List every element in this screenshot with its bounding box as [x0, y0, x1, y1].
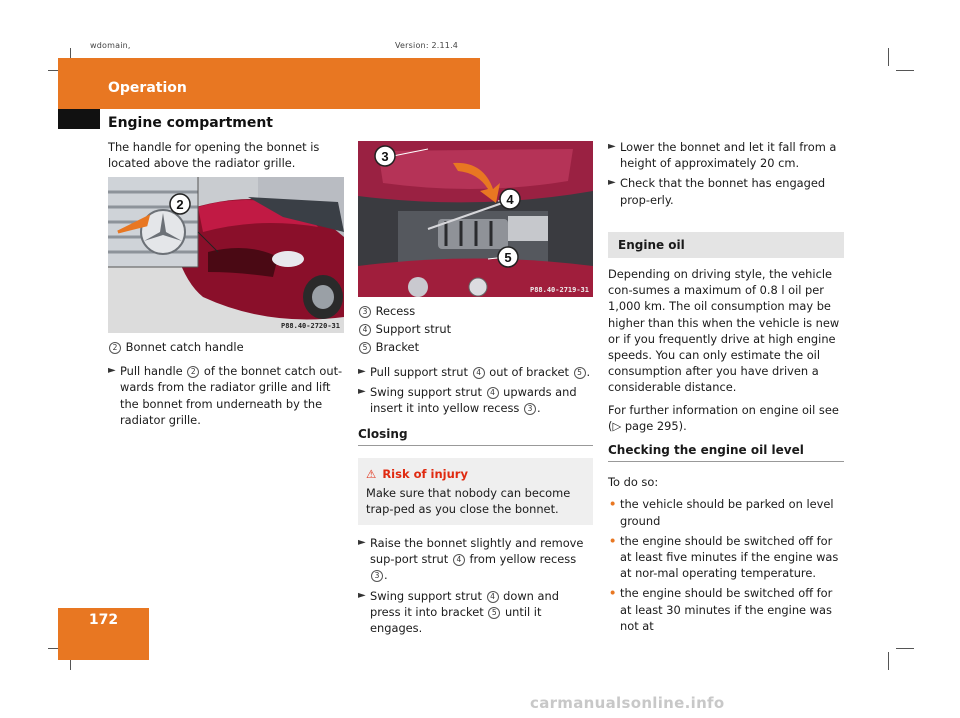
callout-marker-5: 5	[504, 250, 512, 265]
page-title: Engine compartment	[108, 115, 273, 131]
step-arrow-icon: ►	[358, 385, 366, 397]
step-arrow-icon: ►	[358, 589, 366, 601]
crop-mark	[896, 70, 914, 71]
further-info: For further information on engine oil see (▷ page 295).	[608, 402, 839, 433]
instruction-step: ► Swing support strut 4 upwards and insert it into yellow recess 3 .	[358, 384, 577, 416]
watermark: carmanualsonline.info	[530, 694, 725, 712]
step-arrow-icon: ►	[358, 537, 366, 549]
header-tab-marker	[58, 109, 100, 129]
legend-item: 4 Support strut	[358, 321, 593, 337]
warning-text: Make sure that nobody can become trap-ped as you close the bonnet.	[366, 485, 571, 516]
print-meta-right: Version: 2.11.4	[395, 41, 459, 50]
marker-icon: 4	[487, 591, 499, 603]
closing-heading: Closing	[358, 426, 593, 446]
photo-code: P88.40-2719-31	[529, 286, 589, 294]
legend-item: 3 Recess	[358, 303, 593, 319]
instruction-step: ► Pull support strut 4 out of bracket 5 .	[358, 364, 591, 379]
marker-icon: 4	[473, 367, 485, 379]
step-arrow-icon: ►	[608, 141, 616, 152]
legend-label: Bonnet catch handle	[125, 340, 244, 354]
warning-triangle-icon: ⚠	[366, 467, 377, 482]
engine-bay-illustration	[358, 141, 593, 297]
instruction-step: ► Lower the bonnet and let it fall from a height of approximately 20 cm.	[608, 140, 837, 171]
photo-code: P88.40-2720-31	[280, 322, 340, 330]
print-meta-left: wdomain,	[90, 41, 131, 50]
marker-icon: 3	[359, 306, 371, 318]
instruction-step: ► Pull handle 2 of the bonnet catch out-wards from the radiator grille and lift the bonnet from underneath by the radiator grille.	[108, 364, 343, 427]
warning-box	[358, 458, 593, 525]
engine-bay-photo	[358, 141, 593, 297]
marker-icon: 3	[371, 570, 383, 582]
marker-icon: 4	[359, 324, 371, 336]
bullet-icon: •	[609, 586, 617, 601]
legend-item	[108, 339, 346, 355]
bonnet-handle-illustration	[108, 177, 344, 333]
list-item: • the engine should be switched off for at least 30 minutes if the engine was not at	[609, 586, 833, 633]
page-number: 172	[88, 612, 119, 628]
instruction-step: ► Raise the bonnet slightly and remove sup-port strut 4 from yellow recess 3 .	[358, 536, 584, 583]
legend-item: 5 Bracket	[358, 339, 593, 355]
crop-mark	[888, 652, 889, 670]
list-item: • the vehicle should be parked on level ground	[609, 497, 834, 528]
marker-icon: 2	[187, 366, 199, 378]
step-arrow-icon: ►	[608, 177, 616, 189]
step-arrow-icon: ►	[108, 365, 116, 377]
section-title: Operation	[108, 80, 187, 96]
instruction-step: ► Check that the bonnet has engaged prop-erly.	[608, 176, 826, 207]
column-3	[608, 139, 844, 638]
check-oil-heading: Checking the engine oil level	[608, 442, 844, 462]
todo-text: To do so:	[608, 475, 659, 490]
marker-icon: 3	[524, 403, 536, 415]
page-reference-link[interactable]: (▷ page 295).	[608, 418, 687, 433]
warning-title: ⚠ Risk of injury	[366, 467, 468, 482]
engine-oil-heading: Engine oil	[608, 232, 844, 258]
column-1-lower	[108, 339, 346, 432]
callout-marker-4: 4	[506, 192, 514, 207]
marker-icon: 5	[574, 367, 586, 379]
marker-icon: 2	[109, 342, 121, 354]
crop-mark	[888, 48, 889, 66]
bullet-icon: •	[609, 533, 617, 548]
marker-icon: 4	[487, 387, 499, 399]
instruction-step: ► Swing support strut 4 down and press it into bracket 5 until it engages.	[358, 588, 559, 636]
bonnet-handle-photo	[108, 177, 344, 333]
marker-icon: 4	[453, 554, 465, 566]
column-1	[108, 139, 344, 177]
marker-icon: 5	[359, 342, 371, 354]
list-item: • the engine should be switched off for at least five minutes if the engine was at nor-mal operating temperature.	[609, 533, 839, 581]
callout-marker-3: 3	[381, 149, 389, 164]
step-arrow-icon: ►	[358, 365, 366, 377]
intro-text: The handle for opening the bonnet is located above the radiator grille.	[108, 140, 320, 171]
column-2	[358, 303, 593, 640]
oil-consumption-text: Depending on driving style, the vehicle con-sumes a maximum of 0.8 l oil per 1,000 km. The oil consumption may be higher than this when the vehicle is new or if you frequently drive at high engine speeds. You can only estimate the oil consumption after you have driven a considerable distance.	[608, 267, 840, 395]
marker-icon: 5	[488, 607, 500, 619]
callout-marker-2: 2	[176, 197, 184, 212]
crop-mark	[896, 648, 914, 649]
bullet-icon: •	[609, 497, 617, 512]
